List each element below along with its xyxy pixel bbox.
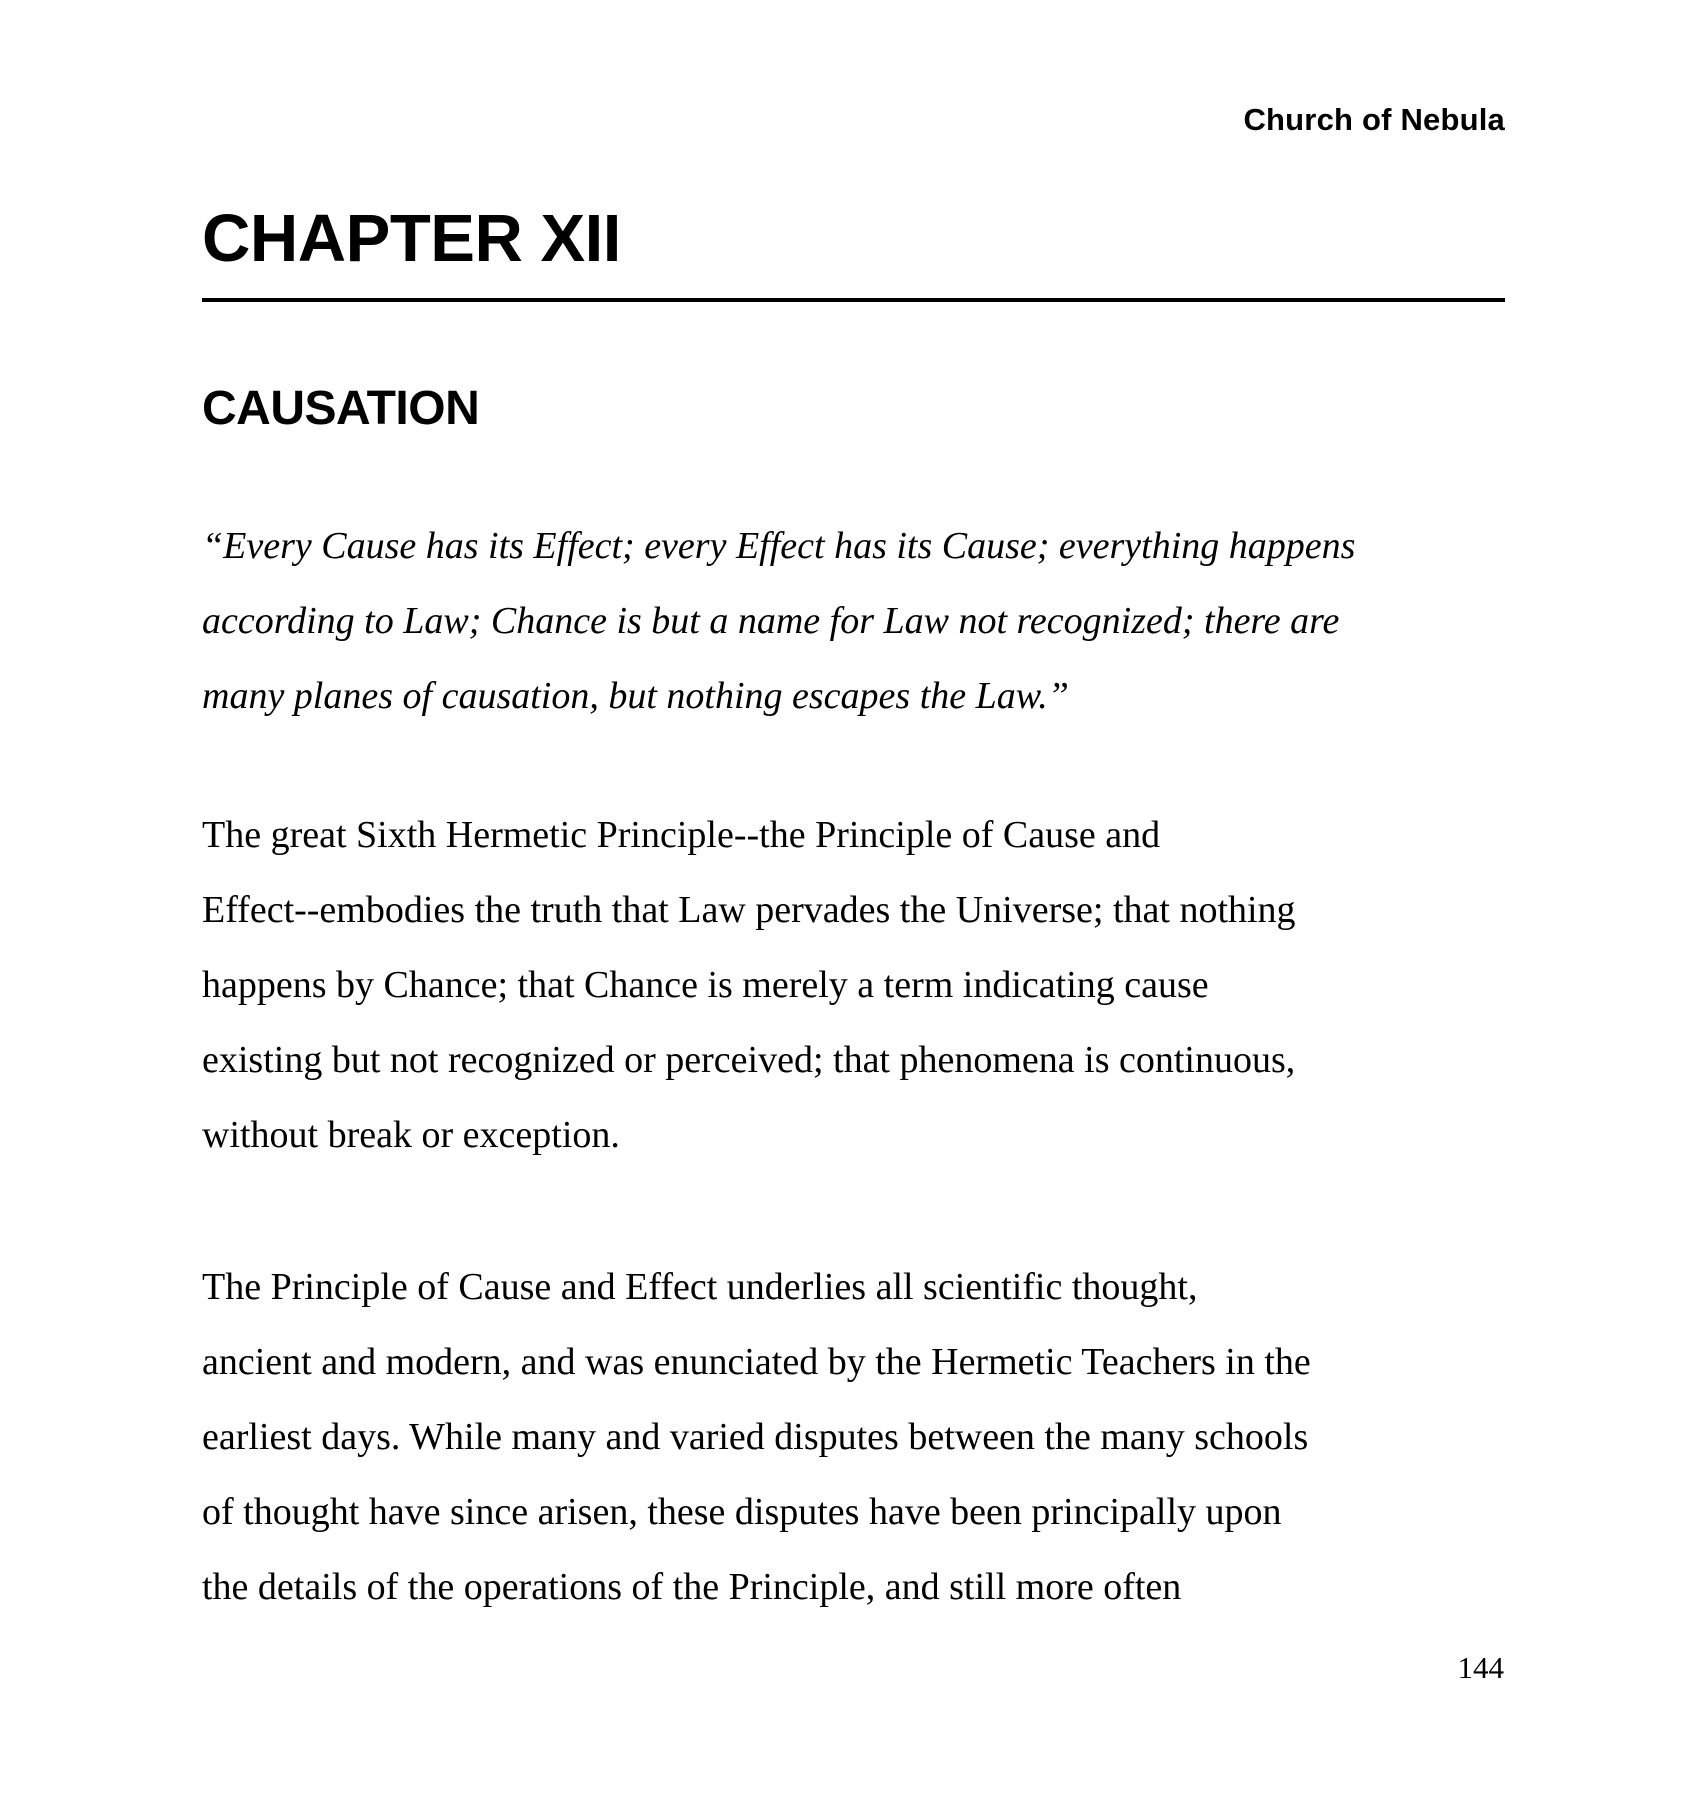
paragraph-line: of thought have since arisen, these disputes have been principally upon bbox=[202, 1491, 1282, 1533]
paragraph-line: happens by Chance; that Chance is merely a term indicating cause bbox=[202, 964, 1209, 1006]
epigraph-line: many planes of causation, but nothing escapes the Law.” bbox=[202, 675, 1069, 717]
section-title: CAUSATION bbox=[202, 382, 480, 435]
running-header: Church of Nebula bbox=[1243, 102, 1505, 137]
chapter-title: CHAPTER XII bbox=[202, 201, 621, 276]
epigraph-line: according to Law; Chance is but a name for Law not recognized; there are bbox=[202, 600, 1340, 642]
paragraph-line: The great Sixth Hermetic Principle--the Principle of Cause and bbox=[202, 814, 1161, 856]
paragraph-line: without break or exception. bbox=[202, 1114, 620, 1156]
paragraph-line: ancient and modern, and was enunciated by the Hermetic Teachers in the bbox=[202, 1341, 1311, 1383]
body-paragraph-2 bbox=[202, 1250, 1532, 1625]
body-paragraph-1 bbox=[202, 798, 1532, 1173]
epigraph-quote bbox=[202, 509, 1532, 734]
paragraph-line: the details of the operations of the Principle, and still more often bbox=[202, 1566, 1182, 1608]
chapter-divider bbox=[202, 298, 1505, 302]
paragraph-line: earliest days. While many and varied disputes between the many schools bbox=[202, 1416, 1309, 1458]
page-number: 144 bbox=[1457, 1650, 1504, 1685]
paragraph-line: existing but not recognized or perceived; that phenomena is continuous, bbox=[202, 1039, 1296, 1081]
paragraph-line: Effect--embodies the truth that Law pervades the Universe; that nothing bbox=[202, 889, 1296, 931]
paragraph-line: The Principle of Cause and Effect underlies all scientific thought, bbox=[202, 1266, 1198, 1308]
epigraph-line: “Every Cause has its Effect; every Effect has its Cause; everything happens bbox=[202, 525, 1356, 567]
